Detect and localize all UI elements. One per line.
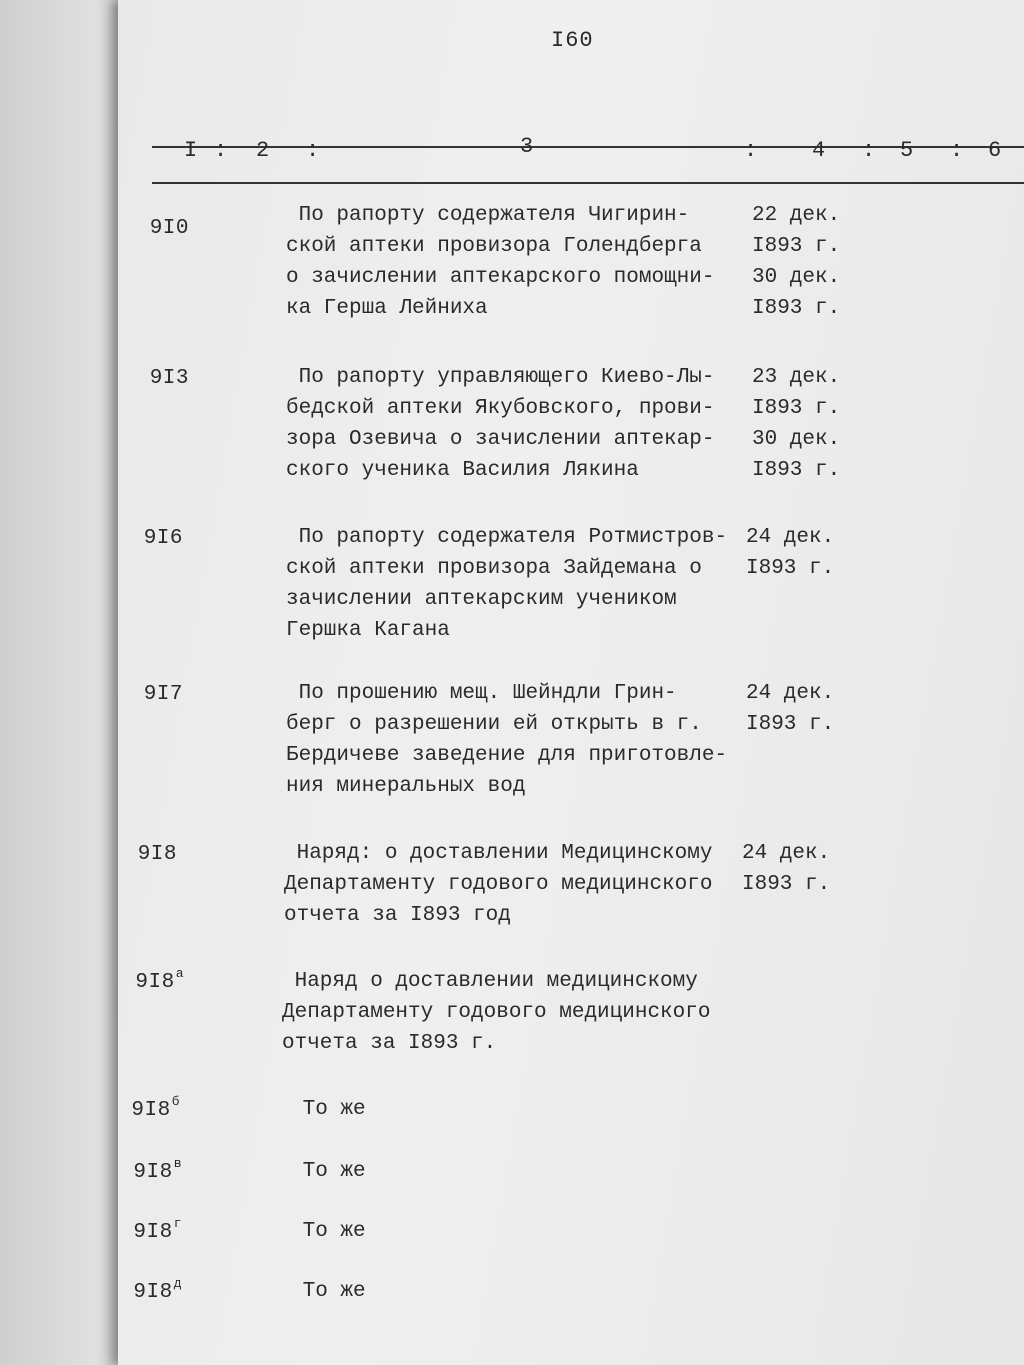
column-separator: :: [306, 138, 320, 163]
entry-description: То же: [290, 1220, 366, 1243]
entry-date: 24 дек. I893 г.: [742, 842, 831, 896]
column-separator: :: [950, 138, 964, 163]
column-header-5: 5: [900, 138, 914, 163]
entry-date: 24 дек. I893 г.: [746, 682, 835, 736]
column-header-2: 2: [256, 138, 270, 163]
entry-description: По рапорту управляющего Киево-Лы- бедской аптеки Якубовского, прови- зора Озевича о зачислении аптекар- ского ученика Василия Лякина: [286, 366, 715, 482]
column-header-6: 6: [988, 138, 1002, 163]
left-page-edge: [0, 0, 118, 1365]
entry-description: По рапорту содержателя Чигирин- ской аптеки провизора Голендберга о зачислении аптекарского помощни- ка Герша Лейниха: [286, 204, 715, 320]
entry-description: То же: [290, 1280, 366, 1303]
entry-number: 9I7: [143, 683, 183, 706]
entry-number: 9I8: [137, 843, 177, 866]
entry-description: По прошению мещ. Шейндли Грин- берг о разрешении ей открыть в г. Бердичеве заведение для приготовле- ния минеральных вод: [286, 682, 728, 798]
entry-number: $9I8^д$: [133, 1276, 182, 1304]
entry-description: По рапорту содержателя Ротмистров- ской аптеки провизора Зайдемана о зачислении аптекарским учеником Гершка Кагана: [286, 526, 728, 642]
entry-number: $9I8^а$: [135, 966, 184, 994]
entry-date: 23 дек. I893 г. 30 дек. I893 г.: [752, 366, 841, 482]
entry-description: Наряд: о доставлении Медицинскому Департаменту годового медицинского отчета за I893 год: [284, 842, 713, 927]
entry-number: 9I6: [143, 527, 183, 550]
entry-number: 9I0: [149, 217, 189, 240]
entry-number: 9I3: [149, 367, 189, 390]
column-separator: :: [862, 138, 876, 163]
column-header-1: I: [184, 138, 198, 163]
column-separator: :: [214, 138, 228, 163]
entry-description: То же: [290, 1098, 366, 1121]
entry-date: 24 дек. I893 г.: [746, 526, 835, 580]
page-number: I60: [551, 28, 594, 53]
entry-number: $9I8^б$: [131, 1094, 180, 1122]
column-header-3: 3: [520, 134, 534, 159]
entry-number: $9I8^в$: [133, 1156, 182, 1184]
column-header-4: 4: [812, 138, 826, 163]
entry-date: 22 дек. I893 г. 30 дек. I893 г.: [752, 204, 841, 320]
entry-number: $9I8^г$: [133, 1216, 182, 1244]
entry-description: То же: [290, 1160, 366, 1183]
entry-description: Наряд о доставлении медицинскому Департаменту годового медицинского отчета за I893 г.: [282, 970, 711, 1055]
header-top-rule: [152, 146, 1024, 148]
header-bottom-rule: [152, 182, 1024, 184]
column-separator: :: [744, 138, 758, 163]
